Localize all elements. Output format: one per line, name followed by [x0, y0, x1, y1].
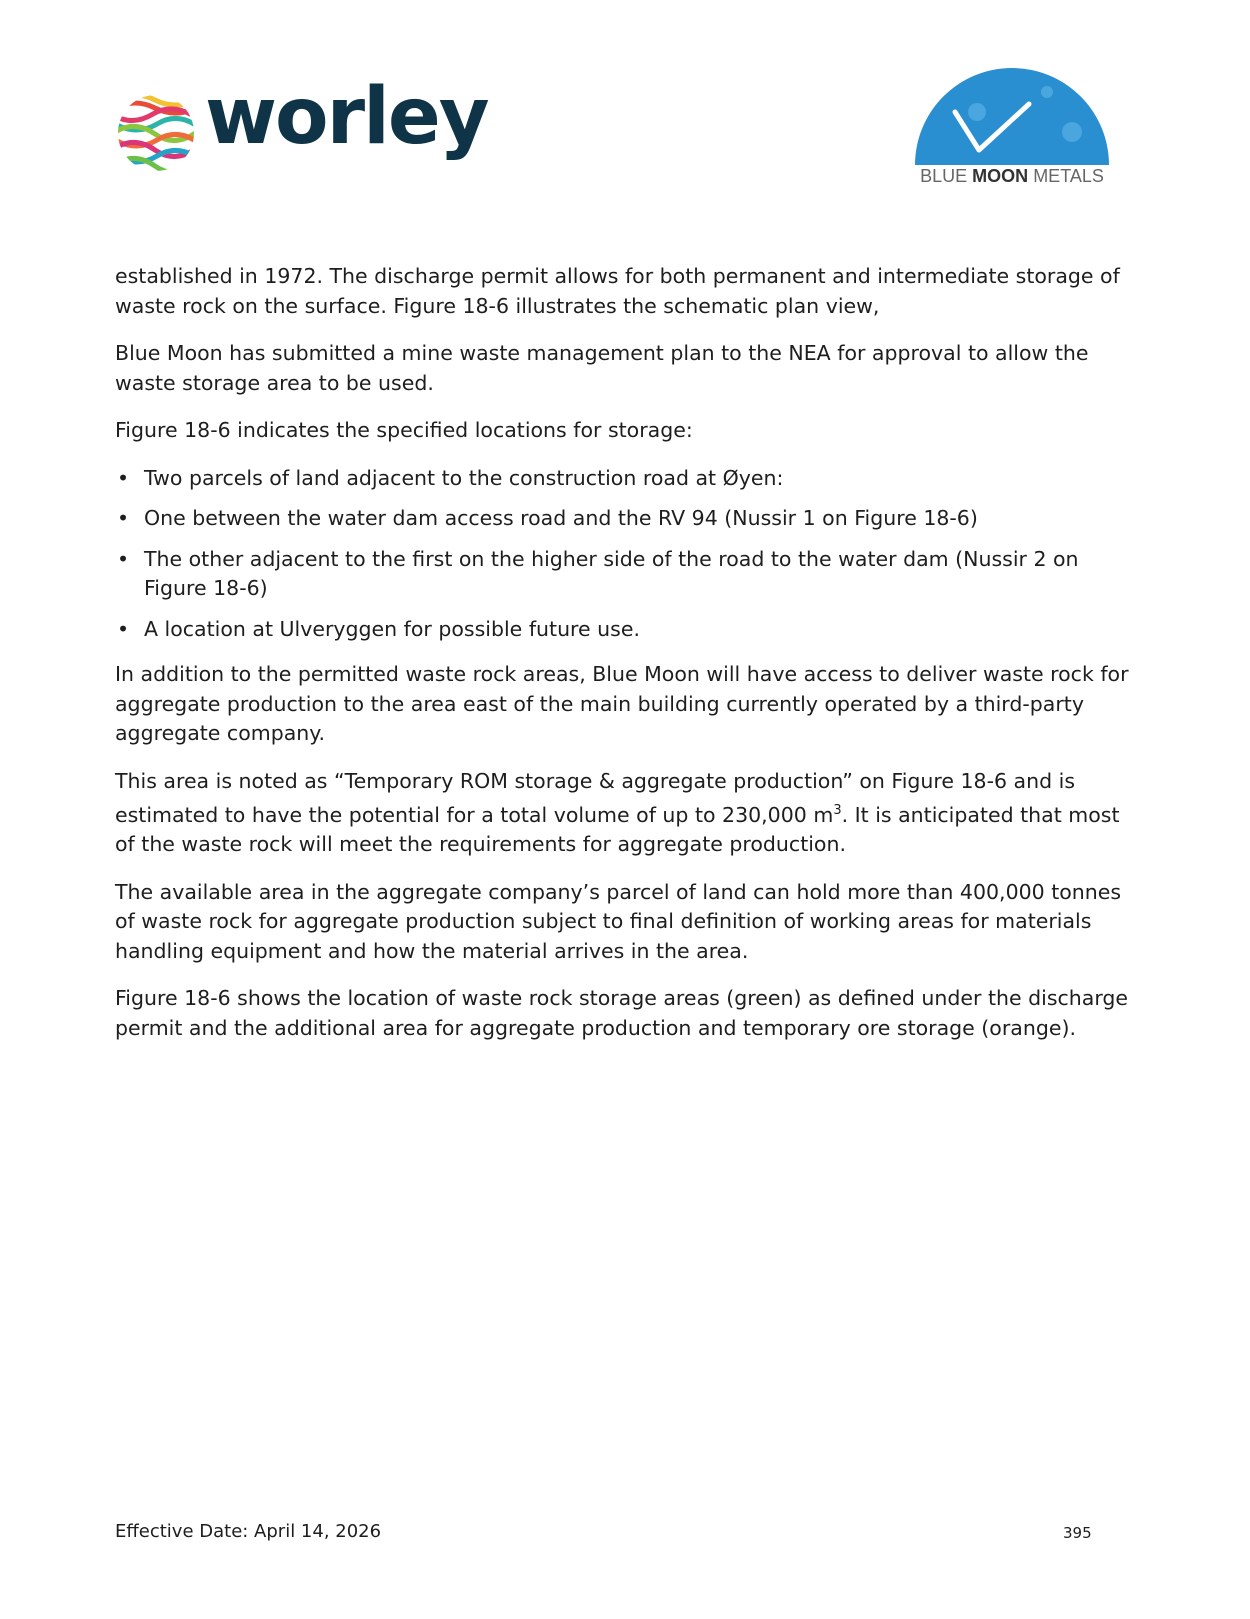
- paragraph: Blue Moon has submitted a mine waste management plan to the NEA for approval to allow the waste storage area to be used.: [115, 341, 1089, 395]
- document-body: [115, 262, 1135, 1061]
- logo-word-blue: BLUE: [920, 166, 968, 186]
- list-item: • The other adjacent to the first on the higher side of the road to the water dam (Nussir 2 on Figure 18-6): [115, 545, 1135, 604]
- page-number: 395: [1063, 1524, 1092, 1542]
- paragraph: Figure 18-6 indicates the specified locations for storage:: [115, 418, 693, 442]
- paragraph: Figure 18-6 shows the location of waste rock storage areas (green) as defined under the discharge permit and the additional area for aggregate production and temporary ore storage (orange).: [115, 986, 1129, 1040]
- paragraph: In addition to the permitted waste rock areas, Blue Moon will have access to deliver waste rock for aggregate production to the area east of the main building currently operated by a third-party aggregate company.: [115, 662, 1129, 745]
- paragraph: established in 1972. The discharge permit allows for both permanent and intermediate storage of waste rock on the surface. Figure 18-6 illustrates the schematic plan view,: [115, 264, 1120, 318]
- storage-locations-list: [115, 464, 1135, 645]
- logo-word-moon: MOON: [972, 166, 1029, 186]
- worley-wordmark: worley: [205, 72, 488, 162]
- list-item: • A location at Ulveryggen for possible future use.: [115, 615, 1135, 645]
- paragraph-text: . It is anticipated that most of the waste rock will meet the requirements for aggregate production.: [115, 802, 1120, 857]
- blue-moon-metals-wordmark: [907, 166, 1117, 187]
- blue-moon-metals-logo: [907, 62, 1117, 197]
- effective-date: Effective Date: April 14, 2026: [115, 1521, 382, 1542]
- worley-globe-icon: [115, 92, 197, 174]
- paragraph: [115, 767, 1135, 860]
- worley-logo: [115, 72, 488, 177]
- paragraph: The available area in the aggregate company’s parcel of land can hold more than 400,000 tonnes of waste rock for aggregate production subject to final definition of working areas for materials handling equipment and how the material arrives in the area.: [115, 879, 1122, 963]
- superscript: 3: [833, 803, 842, 818]
- list-item: • One between the water dam access road and the RV 94 (Nussir 1 on Figure 18-6): [115, 504, 1135, 534]
- logo-word-metals: METALS: [1033, 166, 1104, 186]
- list-item: • Two parcels of land adjacent to the construction road at Øyen:: [115, 464, 1135, 494]
- moon-icon: [907, 62, 1117, 167]
- paragraph-text: This area is noted as “Temporary ROM storage & aggregate production” on Figure 18-6 and is estimated to have the potential for a total volume of up to 230,000 m: [115, 768, 1076, 827]
